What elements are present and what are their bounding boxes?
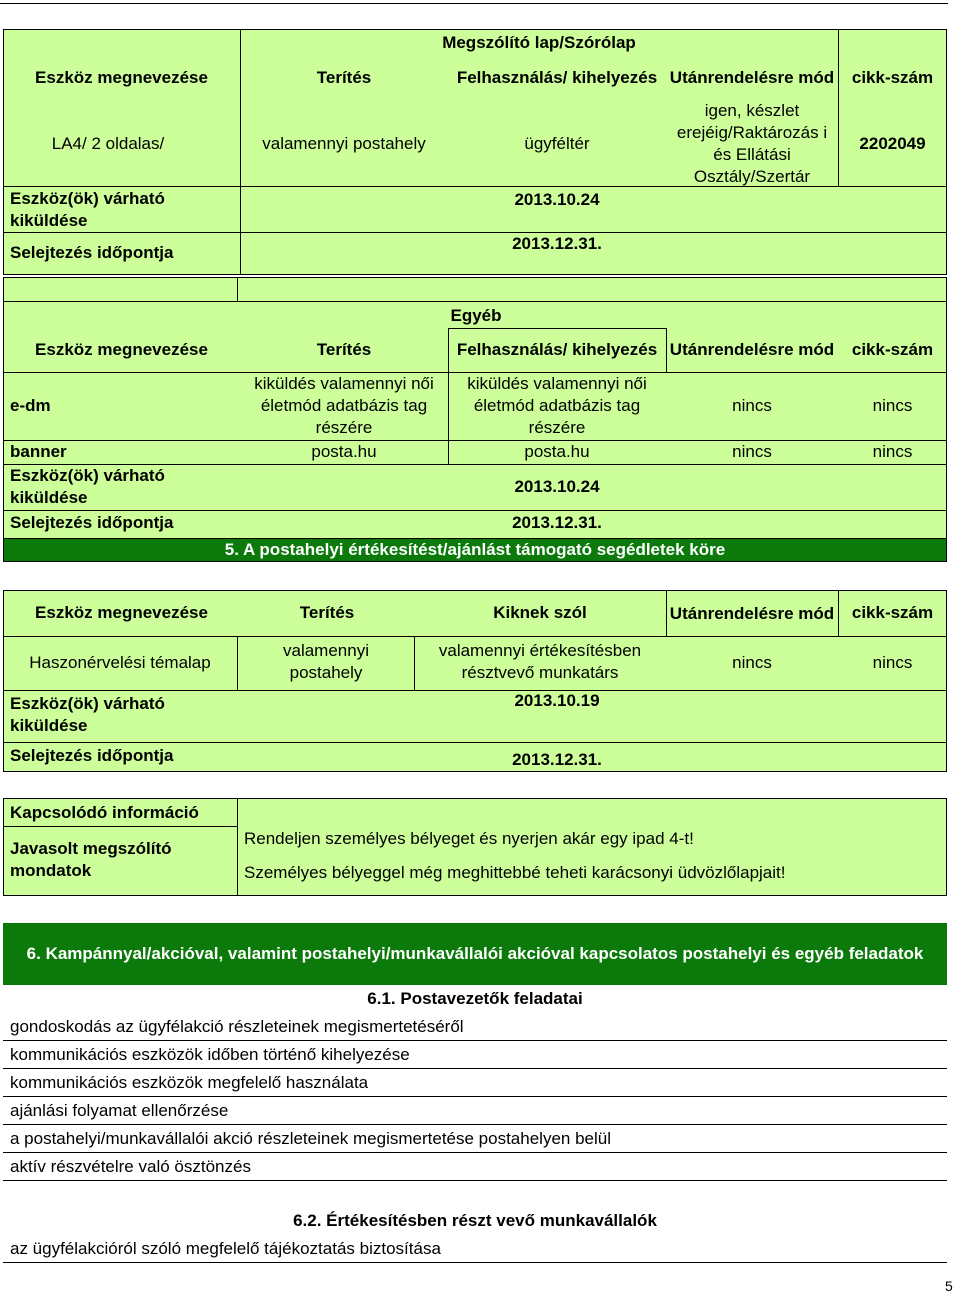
top-rule: [0, 3, 948, 4]
task-item: kommunikációs eszközök megfelelő használata: [10, 1073, 369, 1092]
header-utanrendeles: Utánrendelésre mód: [669, 68, 835, 87]
section-5-title: 5. A postahelyi értékesítést/ajánlást támogató segédletek köre: [3, 538, 947, 562]
row-banner-felhasznalas: posta.hu: [524, 442, 590, 461]
page-number: 5: [945, 1278, 953, 1294]
subsection-6-1-title: 6.1. Postavezetők feladatai: [367, 989, 583, 1008]
header-terites: Terítés: [316, 68, 372, 87]
mondat-1: Rendeljen személyes bélyeget és nyerjen akár egy ipad 4-t!: [244, 829, 694, 848]
header-eszkoz-megnevezese: Eszköz megnevezése: [35, 603, 208, 622]
header-kiknek-szol: Kiknek szól: [493, 603, 587, 622]
header-eszkoz-megnevezese: Eszköz megnevezése: [35, 340, 208, 359]
header-felhasznalas: Felhasználás/ kihelyezés: [456, 68, 658, 87]
row-edm-name: e-dm: [10, 396, 51, 415]
value-kikuldes: 2013.10.24: [514, 477, 600, 496]
utanrendeles-value: nincs: [732, 653, 772, 672]
terites-value: valamennyi postahely: [262, 134, 426, 153]
megszolito-title: Megszólító lap/Szórólap: [442, 33, 636, 52]
task-item: aktív részvételre való ösztönzés: [10, 1157, 251, 1176]
header-cikkszam: cikk-szám: [851, 603, 934, 622]
cikkszam-value: nincs: [872, 653, 913, 672]
value-selejtezes: 2013.12.31.: [512, 750, 602, 769]
section-6-title: 6. Kampánnyal/akcióval, valamint postahelyi/munkavállalói akcióval kapcsolatos postahelyi és egyéb feladatok: [3, 923, 947, 985]
row-edm-cikk: nincs: [872, 396, 913, 415]
row-edm-utan: nincs: [732, 396, 772, 415]
header-utanrendeles: Utánrendelésre mód: [669, 340, 835, 359]
row-banner-name: banner: [10, 442, 67, 461]
subsection-6-2-title: 6.2. Értékesítésben részt vevő munkavállalók: [293, 1211, 657, 1230]
felhasznalas-value: ügyféltér: [524, 134, 590, 153]
egyeb-title: Egyéb: [450, 306, 502, 325]
label-kikuldes: Eszköz(ök) várható kiküldése: [10, 694, 165, 735]
header-felhasznalas: Felhasználás/ kihelyezés: [456, 340, 658, 359]
row-edm-felhasznalas: kiküldés valamennyi női életmód adatbázis tag részére: [467, 374, 647, 437]
value-selejtezes: 2013.12.31.: [512, 234, 602, 253]
task-item: gondoskodás az ügyfélakció részleteinek megismertetéséről: [10, 1017, 464, 1036]
header-terites: Terítés: [316, 340, 372, 359]
mondat-2: Személyes bélyeggel még meghittebbé teheti karácsonyi üdvözlőlapjait!: [244, 863, 786, 882]
row-banner-terites: posta.hu: [311, 442, 377, 461]
kiknek-value: valamennyi értékesítésben résztvevő munkatárs: [438, 641, 642, 682]
row-edm-terites: kiküldés valamennyi női életmód adatbázis tag részére: [254, 374, 434, 437]
row-banner-cikk: nincs: [872, 442, 913, 461]
utanrendeles-value: igen, készlet erejéig/Raktározás i és Ellátási Osztály/Szertár: [676, 101, 828, 186]
label-selejtezes: Selejtezés időpontja: [10, 243, 174, 262]
header-utanrendeles: Utánrendelésre mód: [669, 604, 835, 623]
header-eszkoz-megnevezese: Eszköz megnevezése: [35, 68, 208, 87]
value-selejtezes: 2013.12.31.: [512, 513, 602, 532]
header-cikkszam: cikk-szám: [851, 340, 934, 359]
row-banner-utan: nincs: [732, 442, 772, 461]
task-item: ajánlási folyamat ellenőrzése: [10, 1101, 229, 1120]
label-javasolt-mondatok: Javasolt megszólító mondatok: [10, 839, 172, 880]
task-item: kommunikációs eszközök időben történő kihelyezése: [10, 1045, 410, 1064]
eszkoz-name: LA4/ 2 oldalas/: [51, 134, 165, 153]
label-kikuldes: Eszköz(ök) várható kiküldése: [10, 466, 165, 507]
task-item: az ügyfélakcióról szóló megfelelő tájékoztatás biztosítása: [10, 1239, 441, 1258]
label-selejtezes: Selejtezés időpontja: [10, 513, 174, 532]
header-cikkszam: cikk-szám: [851, 68, 934, 87]
label-kapcsolodo: Kapcsolódó információ: [10, 803, 199, 822]
label-kikuldes: Eszköz(ök) várható kiküldése: [10, 189, 165, 230]
terites-value: valamennyi postahely: [283, 641, 369, 682]
header-terites: Terítés: [299, 603, 355, 622]
value-kikuldes: 2013.10.24: [514, 190, 600, 209]
label-selejtezes: Selejtezés időpontja: [10, 746, 174, 765]
task-item: a postahelyi/munkavállalói akció részleteinek megismertetése postahelyen belül: [10, 1129, 611, 1148]
eszkoz-name: Haszonérvelési témalap: [29, 653, 211, 672]
value-kikuldes: 2013.10.19: [514, 691, 600, 710]
cikkszam-value: 2202049: [859, 134, 926, 153]
